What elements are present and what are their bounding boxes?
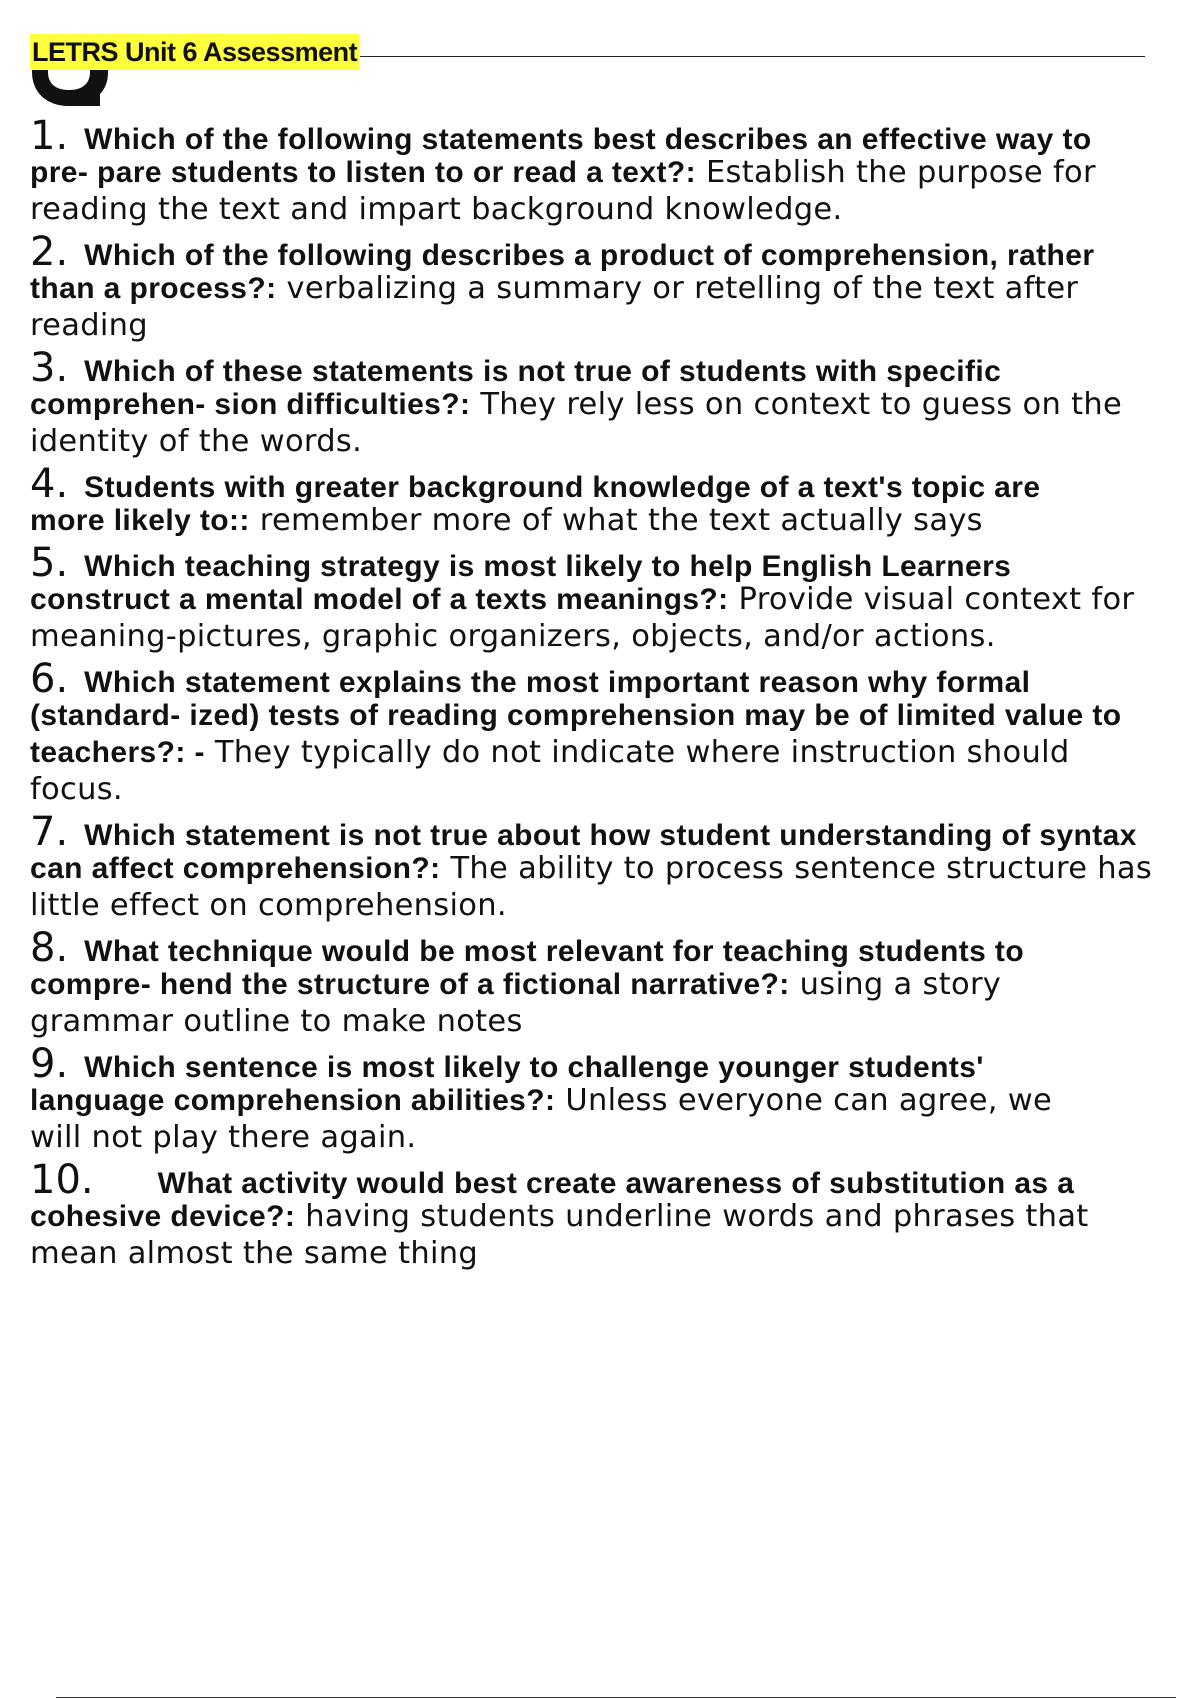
question-item (30, 656, 1200, 809)
question-text: Which teaching strategy is most likely to help English Learners (84, 550, 1012, 583)
question-line (30, 387, 1200, 424)
question-line (30, 118, 1200, 159)
question-line (30, 925, 1200, 971)
question-line (30, 888, 1200, 925)
question-line (30, 192, 1200, 229)
question-item (30, 345, 1200, 461)
question-line (30, 698, 1200, 735)
question-item (30, 540, 1200, 656)
question-number: 1. (30, 118, 69, 159)
question-text: cohesive device?: (30, 1200, 296, 1233)
answer-text: grammar outline to make notes (30, 1004, 523, 1039)
question-text: Students with greater background knowledge of a text's topic are (84, 471, 1041, 504)
question-line (30, 1236, 1200, 1273)
answer-text: Establish the purpose for (695, 155, 1096, 190)
question-text: construct a mental model of a texts meanings?: (30, 583, 729, 616)
question-line (30, 461, 1200, 507)
question-number: 7. (30, 809, 69, 855)
answer-text: Unless everyone can agree, we (555, 1083, 1053, 1118)
question-number: 9. (30, 1041, 69, 1087)
footer-divider (56, 1697, 1176, 1698)
question-line (30, 967, 1200, 1004)
document-header (30, 34, 1145, 74)
answer-text: reading (30, 308, 148, 343)
question-line (30, 308, 1200, 345)
answer-text: They typically do not indicate where instruction should (204, 735, 1070, 770)
answer-text: They rely less on context to guess on the (470, 387, 1123, 422)
answer-text: focus. (30, 772, 123, 807)
question-line (30, 1004, 1200, 1041)
question-item (30, 809, 1200, 925)
answer-text: Provide visual context for (728, 582, 1135, 617)
question-item (30, 1041, 1200, 1157)
question-number: 2. (30, 229, 69, 275)
question-text: Which of these statements is not true of students with specific (84, 355, 1002, 388)
answer-text: will not play there again. (30, 1120, 417, 1155)
question-item (30, 925, 1200, 1041)
answer-text: mean almost the same thing (30, 1236, 479, 1271)
question-line (30, 345, 1200, 391)
header-divider (360, 56, 1145, 57)
question-line (30, 809, 1200, 855)
question-text: teachers?: - (30, 736, 205, 769)
question-text: comprehen- sion difficulties?: (30, 388, 471, 421)
question-number: 4. (30, 461, 69, 507)
question-line (30, 656, 1200, 702)
question-line (30, 1083, 1200, 1120)
question-text: (standard- ized) tests of reading comprehension may be of limited value to (30, 699, 1122, 732)
question-text: than a process?: (30, 272, 277, 305)
answer-text: identity of the words. (30, 424, 363, 459)
question-text: can affect comprehension?: (30, 852, 441, 885)
question-text: What technique would be most relevant for teaching students to (84, 935, 1025, 968)
question-line (30, 619, 1200, 656)
answer-text: reading the text and impart background knowledge. (30, 192, 843, 227)
question-number: 8. (30, 925, 69, 971)
answer-text: having students underline words and phrases that (295, 1199, 1089, 1234)
question-line (30, 1041, 1200, 1087)
question-text: Which statement is not true about how student understanding of syntax (84, 819, 1137, 852)
question-line (30, 271, 1200, 308)
question-text: Which statement explains the most important reason why formal (84, 666, 1031, 699)
question-line (30, 424, 1200, 461)
question-line (30, 503, 1200, 540)
answer-text: verbalizing a summary or retelling of the text after (276, 271, 1079, 306)
answer-text: little effect on comprehension. (30, 888, 507, 923)
question-line (30, 851, 1200, 888)
question-line (30, 582, 1200, 619)
answer-text: using a story (789, 967, 1002, 1002)
question-text: more likely to:: (30, 504, 250, 537)
question-item (30, 229, 1200, 345)
question-text: What activity would best create awareness of substitution as a (157, 1167, 1075, 1200)
question-number: 10. (30, 1157, 94, 1203)
question-line (30, 540, 1200, 586)
answer-text: meaning-pictures, graphic organizers, objects, and/or actions. (30, 619, 996, 654)
question-number: 3. (30, 345, 69, 391)
question-text: compre- hend the structure of a fictional narrative?: (30, 968, 790, 1001)
question-line (30, 1120, 1200, 1157)
question-text: Which of the following statements best describes an effective way to (84, 123, 1092, 156)
question-line (30, 229, 1200, 275)
question-item (30, 118, 1200, 229)
question-line (30, 772, 1200, 809)
question-text: language comprehension abilities?: (30, 1084, 556, 1117)
question-text: Which sentence is most likely to challenge younger students' (84, 1051, 984, 1084)
question-text: Which of the following describes a product of comprehension, rather (84, 239, 1095, 272)
question-item (30, 1157, 1200, 1273)
page-title: LETRS Unit 6 Assessment (30, 34, 359, 70)
question-line (30, 1157, 1200, 1203)
question-text: pre- pare students to listen to or read a text?: (30, 156, 696, 189)
question-number: 6. (30, 656, 69, 702)
question-line (30, 735, 1200, 772)
question-list (30, 118, 1200, 1278)
question-item (30, 461, 1200, 540)
question-number: 5. (30, 540, 69, 586)
question-line (30, 1199, 1200, 1236)
answer-text: remember more of what the text actually says (249, 503, 983, 538)
question-line (30, 155, 1200, 192)
answer-text: The ability to process sentence structure has (440, 851, 1153, 886)
